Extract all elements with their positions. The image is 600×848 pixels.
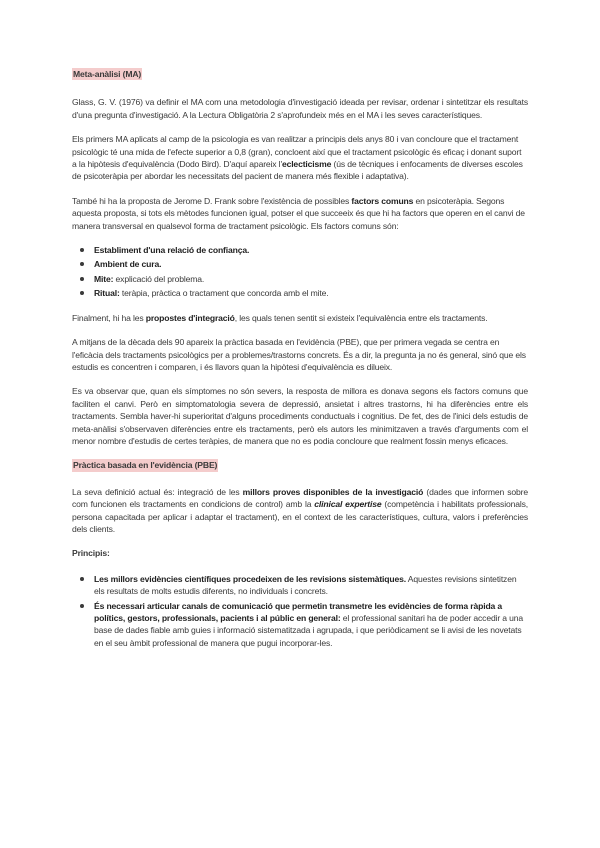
list-item-bold: És necessari articular canals de comunicació que permetin transmetre les evidències de forma ràpida a polítics, gestors, professionals, pacients i al públic en general: (94, 600, 503, 623)
text: (ús de tècniques i enfocaments de diverses escoles de psicoteràpia per abordar les necessitats del pacient de manera més flexible i adaptativa). (72, 159, 523, 182)
document-page (72, 68, 528, 661)
paragraph-factors-comuns (72, 195, 528, 232)
paragraph-integration (72, 312, 528, 324)
list-item (94, 244, 528, 256)
list-item (94, 258, 528, 270)
text: (dades que informen sobre com funcionen els tractaments en condicions de control) amb la (72, 486, 529, 510)
list-item-bold: Ritual: (94, 288, 120, 299)
text: Finalment, hi ha les (72, 312, 146, 323)
list-item-bold: Les millors evidències científiques procedeixen de les revisions sistemàtiques. (94, 573, 406, 584)
text: (competència i habilitats professionals, persona capacitada per aplicar i adaptar el tractament), en el context de les característiques, cultura, valors i preferències dels clients. (72, 499, 528, 534)
text: També hi ha la proposta de Jerome D. Frank sobre l'existència de possibles (72, 195, 352, 206)
list-item (94, 287, 528, 299)
text: La seva definició actual és: integració de les (72, 486, 243, 497)
list-item-text: teràpia, pràctica o tractament que concorda amb el mite. (119, 288, 329, 299)
paragraph-glass-definition: Glass, G. V. (1976) va definir el MA com una metodologia d'investigació ideada per revisar, ordenar i sintetitzar els resultats d'una pregunta d'investigació. A la Lectura Obligatòria 2 s'aprofundeix més en el MA i les seves característiques. (72, 97, 528, 120)
bold-term-millors-proves: millors proves disponibles de la investigació (242, 486, 424, 497)
list-item-text: explicació del problema. (113, 273, 205, 284)
list-item (94, 573, 528, 598)
paragraph-pbe-90s: A mitjans de la dècada dels 90 apareix la pràctica basada en l'evidència (PBE), que per primera vegada se centra en l'eficàcia dels tractaments psicològics per a problemes/trastorns concrets. És a dir, la pregunta ja no és general, sinó que els estudis es concentren i comparen, i és llavors quan la hipòtesi d'equivalència es dilueix. (72, 337, 526, 372)
paragraph-symptoms: Es va observar que, quan els símptomes no són severs, la resposta de millora es donava segons els factors comuns que faciliten el canvi. Però en simptomatologia severa de depressió, ansietat i altres trastorns, hi ha diferències entre els tractaments. Sembla haver-hi superioritat d'alguns procediments conductuals i cognitius. De fet, des de l'inici dels estudis de meta-anàlisi s'observaven diferències entre els tractaments, però els autors les minimitzaven a través d'arguments com el menor nombre d'estudis de certes teràpies, de manera que no es podia concloure que realment fossin menys eficaces. (72, 386, 528, 446)
list-item-bold: Establiment d'una relació de confiança. (94, 245, 250, 256)
text: , les quals tenen sentit si existeix l'equivalència entre els tractaments. (234, 312, 488, 323)
text: en psicoteràpia. Segons aquesta proposta, si tots els mètodes funcionen igual, potser el que succeeix és que hi ha factors que operen en el canvi de manera transversal en qualsevol forma de tractament psicològic. Els factors comuns són: (72, 195, 525, 231)
section-heading-pbe: Pràctica basada en l'evidència (PBE) (73, 460, 218, 471)
principis-list (72, 573, 528, 649)
list-item (94, 600, 528, 650)
factors-list (72, 244, 528, 300)
subheading-principis: Principis: (72, 548, 110, 559)
text: Els primers MA aplicats al camp de la psicologia es van realitzar a principis dels anys 80 i van concloure que el tractament psicològic té una mida de l'efecte superior a 0,8 (gran), concloent així que el tractament psicològic és eficaç i donant suport a la hipòtesis d'equivalència (Dodo Bird). D'aquí apareix l' (72, 134, 522, 170)
bold-term-factors-comuns: factors comuns (351, 195, 414, 206)
paragraph-first-ma (72, 133, 528, 183)
bold-italic-term-clinical-expertise: clinical expertise (314, 499, 382, 510)
paragraph-pbe-definition (72, 486, 528, 536)
section-heading-meta-analisi: Meta-anàlisi (MA) (73, 69, 142, 79)
list-item (94, 273, 528, 285)
list-item-text: Aquestes revisions sintetitzen els resultats de molts estudis diferents, no individuals i concrets. (94, 573, 517, 597)
list-item-bold: Ambient de cura. (94, 259, 162, 270)
list-item-bold: Mite: (94, 273, 114, 284)
bold-term-propostes: propostes d'integració (145, 312, 235, 323)
bold-term-eclecticisme: eclecticisme (281, 159, 332, 170)
list-item-text: el professional sanitari ha de poder accedir a una base de dades fiable amb guies i informació sistematitzada i agrupada, i que periòdicament se li avisi de les novetats en el seu àmbit professional de manera que pugui incorporar-les. (94, 613, 524, 648)
